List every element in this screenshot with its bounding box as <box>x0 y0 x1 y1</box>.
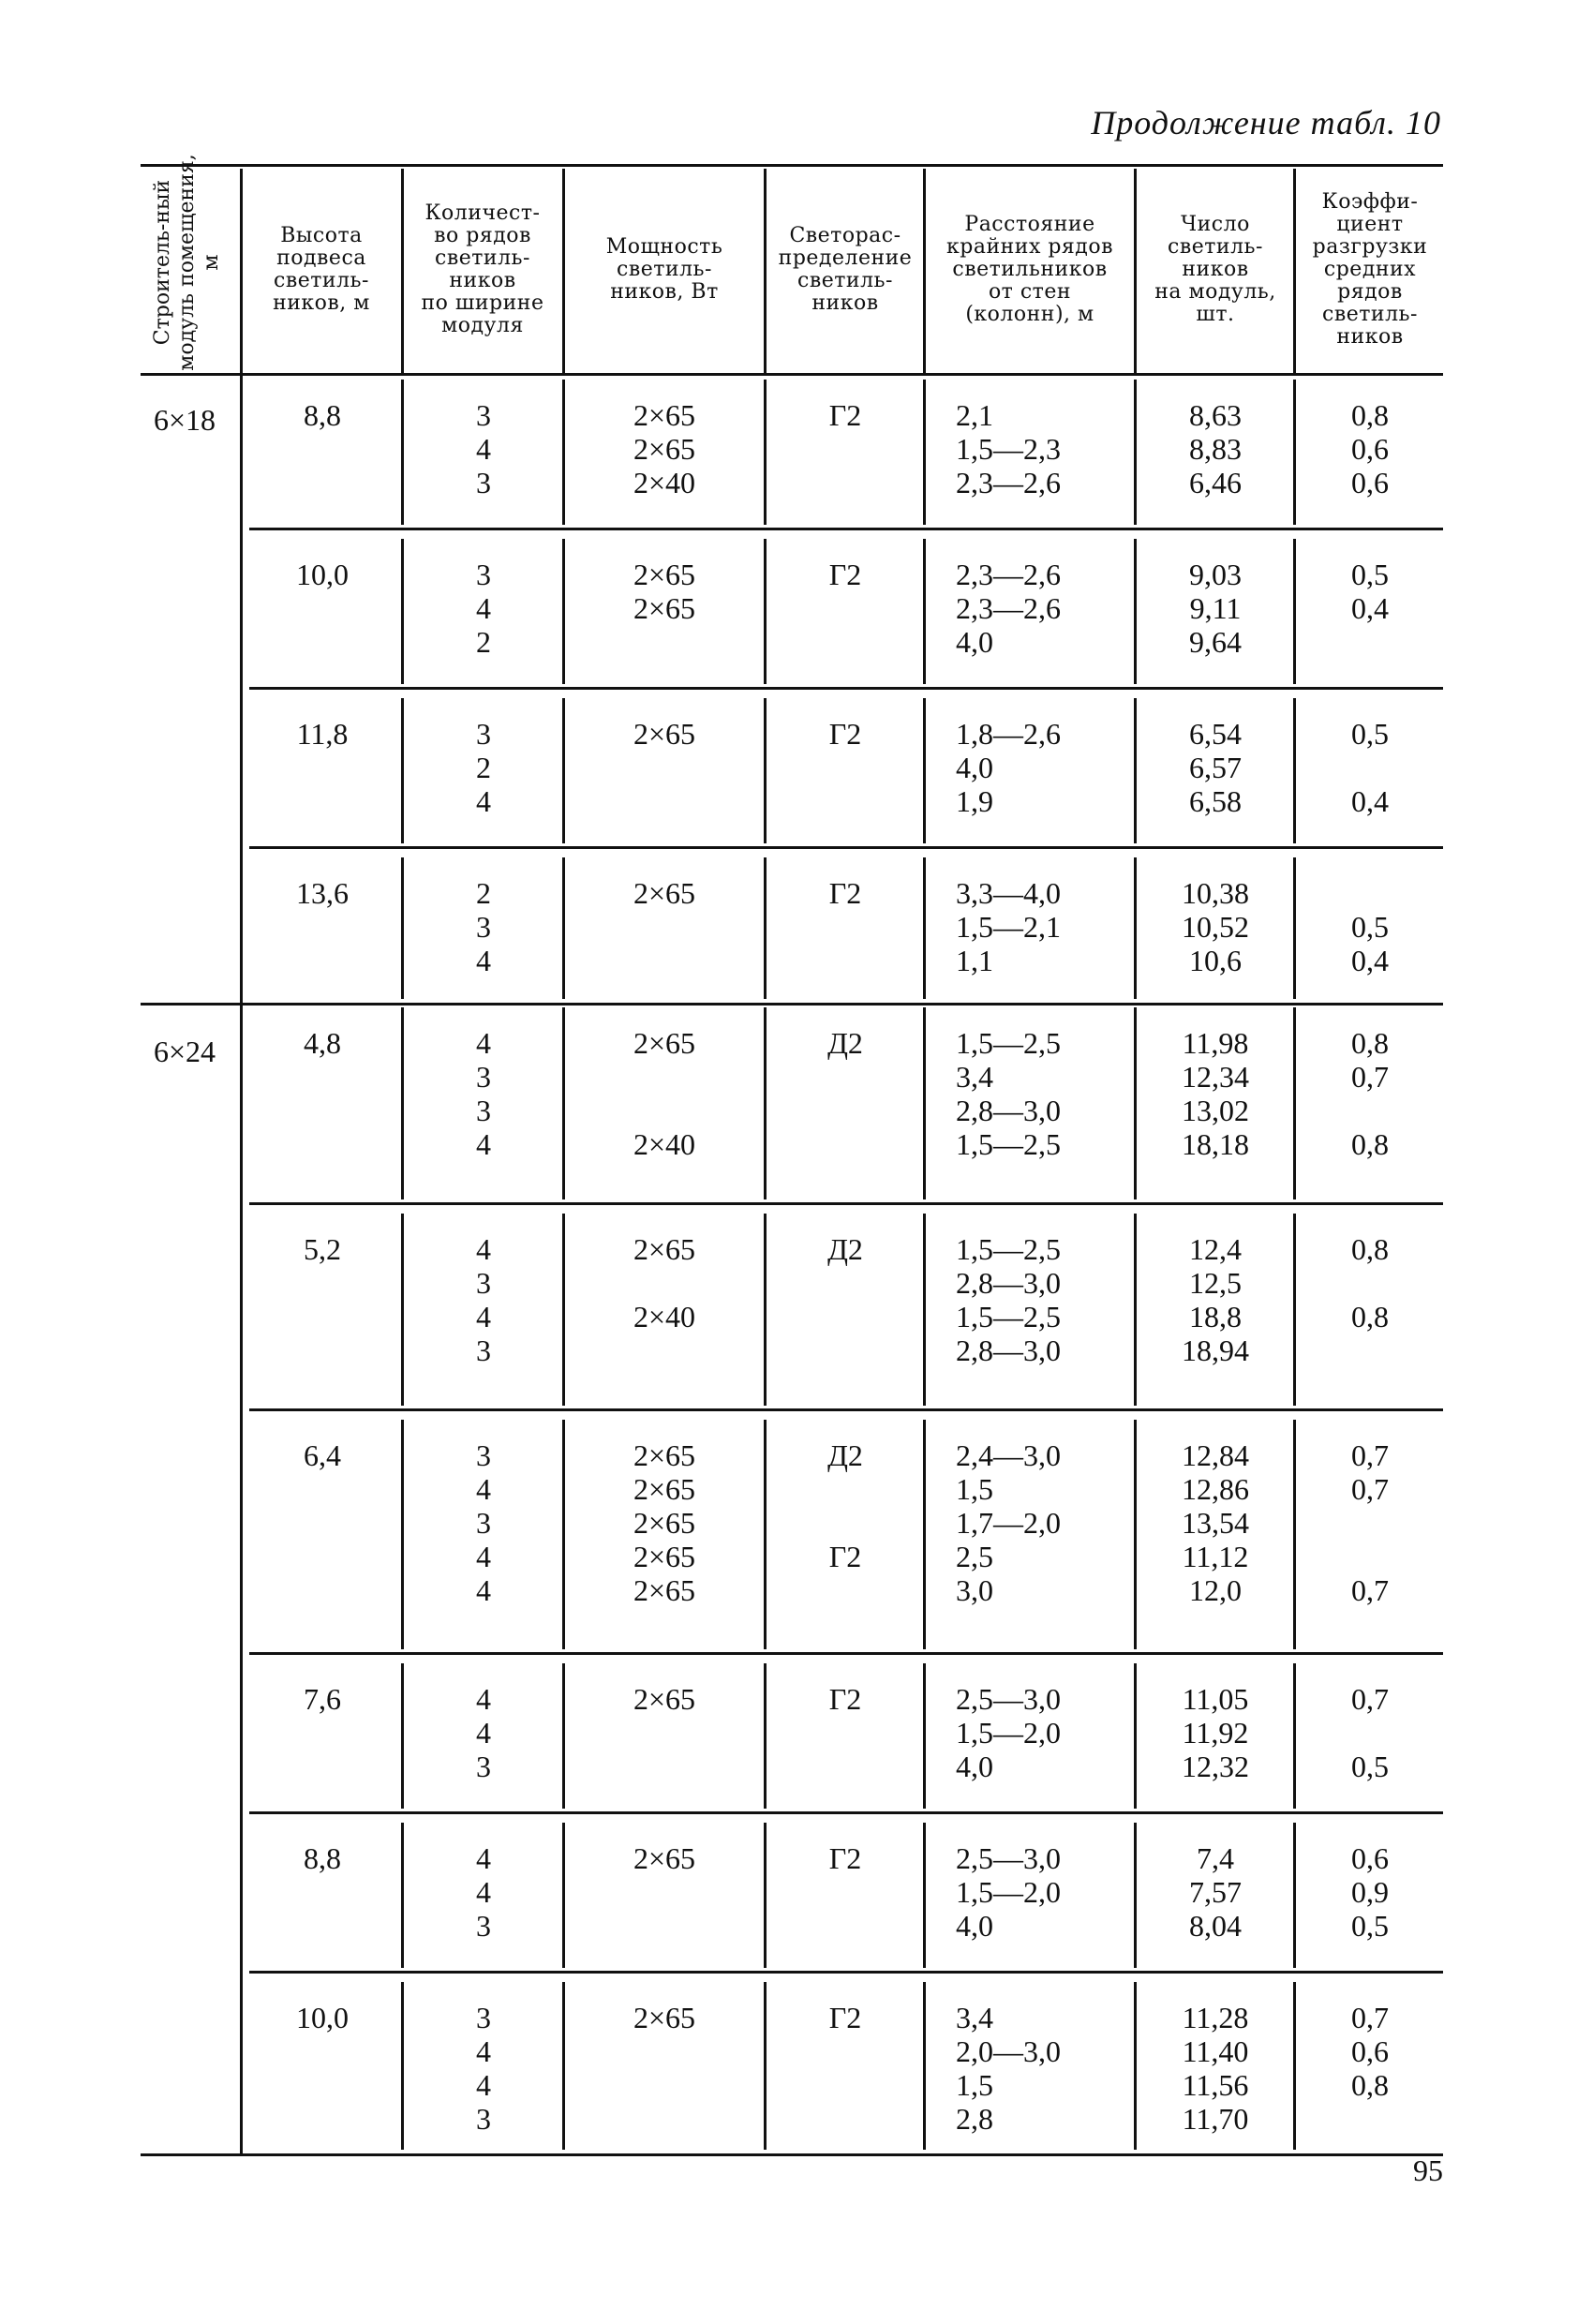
column-separator <box>1293 380 1296 525</box>
cell-coef: 0,5 0,4 <box>1351 910 1389 977</box>
header-separator <box>562 169 565 373</box>
cell-height: 10,0 <box>296 2001 349 2034</box>
column-separator <box>764 1007 767 1199</box>
cell-distance: 1,5—2,5 3,4 2,8—3,0 1,5—2,5 <box>956 1026 1061 1161</box>
cell-coef: 0,8 0,8 <box>1351 1232 1389 1333</box>
column-separator <box>764 1663 767 1809</box>
block-separator <box>249 1408 1443 1411</box>
cell-power: 2×65 2×65 2×40 <box>633 398 696 499</box>
header-separator <box>1134 169 1137 373</box>
cell-coef: 0,8 0,6 0,6 <box>1351 398 1389 499</box>
header-separator <box>923 169 926 373</box>
column-separator <box>1293 1663 1296 1809</box>
column-separator <box>764 698 767 843</box>
column-separator <box>764 1420 767 1649</box>
cell-power: 2×65 <box>633 1682 696 1716</box>
column-separator <box>1134 698 1137 843</box>
column-separator <box>1293 1214 1296 1406</box>
column-separator <box>562 1214 565 1406</box>
column-separator <box>923 1982 926 2150</box>
cell-dist: Г2 <box>828 1841 862 1875</box>
cell-distance: 1,5—2,5 2,8—3,0 1,5—2,5 2,8—3,0 <box>956 1232 1061 1367</box>
cell-count: 8,63 8,83 6,46 <box>1189 398 1242 499</box>
table-bottom-rule <box>141 2153 1443 2156</box>
cell-rows: 4 3 3 4 <box>476 1026 491 1161</box>
column-separator <box>923 1663 926 1809</box>
cell-coef: 0,5 0,4 <box>1351 558 1389 625</box>
column-separator <box>1134 1982 1137 2150</box>
cell-power: 2×65 <box>633 717 696 751</box>
cell-rows: 3 4 2 <box>476 558 491 659</box>
column-separator <box>562 1007 565 1199</box>
column-separator <box>923 1823 926 1968</box>
header-separator <box>240 169 243 373</box>
column-separator <box>562 1420 565 1649</box>
column-separator <box>401 1663 404 1809</box>
block-separator <box>249 1811 1443 1814</box>
cell-distance: 2,3—2,6 2,3—2,6 4,0 <box>956 558 1061 659</box>
column-separator <box>923 857 926 999</box>
column-separator <box>923 539 926 684</box>
column-separator <box>764 539 767 684</box>
header-height: Высота подвеса светиль- ников, м <box>273 224 370 315</box>
column-separator <box>1134 1214 1137 1406</box>
column-separator <box>562 1982 565 2150</box>
column-separator <box>764 1823 767 1968</box>
cell-height: 8,8 <box>304 398 341 432</box>
header-rows-count: Количест- во рядов светиль- ников по ширине модуля <box>421 201 544 337</box>
cell-power: 2×65 2×65 2×65 2×65 2×65 <box>633 1438 696 1607</box>
cell-power: 2×65 <box>633 2001 696 2034</box>
cell-height: 11,8 <box>296 717 349 751</box>
column-separator <box>1134 857 1137 999</box>
cell-count: 11,28 11,40 11,56 11,70 <box>1182 2001 1249 2136</box>
cell-height: 4,8 <box>304 1026 341 1060</box>
cell-distance: 2,4—3,0 1,5 1,7—2,0 2,5 3,0 <box>956 1438 1061 1607</box>
column-separator <box>1293 857 1296 999</box>
cell-count: 12,4 12,5 18,8 18,94 <box>1182 1232 1249 1367</box>
header-separator <box>764 169 767 373</box>
block-separator <box>249 1652 1443 1655</box>
column-separator <box>764 1982 767 2150</box>
cell-power: 2×65 2×40 <box>633 1026 696 1161</box>
cell-distance: 2,1 1,5—2,3 2,3—2,6 <box>956 398 1061 499</box>
column-separator <box>923 1007 926 1199</box>
column-separator <box>1293 698 1296 843</box>
cell-rows: 2 3 4 <box>476 876 491 977</box>
header-light-distribution: Светорас- пределение светиль- ников <box>778 224 913 315</box>
cell-count: 12,84 12,86 13,54 11,12 12,0 <box>1182 1438 1249 1607</box>
cell-distance: 1,8—2,6 4,0 1,9 <box>956 717 1061 818</box>
cell-power: 2×65 2×65 <box>633 558 696 625</box>
cell-height: 6,4 <box>304 1438 341 1472</box>
column-separator <box>562 857 565 999</box>
cell-power: 2×65 <box>633 876 696 910</box>
cell-coef: 0,7 0,7 0,7 <box>1351 1438 1389 1607</box>
column-separator <box>1134 1663 1137 1809</box>
cell-rows: 3 4 3 4 4 <box>476 1438 491 1607</box>
cell-rows: 4 4 3 <box>476 1841 491 1943</box>
column-separator <box>562 380 565 525</box>
column-separator <box>923 380 926 525</box>
cell-distance: 3,3—4,0 1,5—2,1 1,1 <box>956 876 1061 977</box>
column-separator <box>923 698 926 843</box>
column-separator <box>1293 1982 1296 2150</box>
cell-distance: 2,5—3,0 1,5—2,0 4,0 <box>956 1682 1061 1783</box>
column-separator <box>401 1007 404 1199</box>
header-module: Строитель-ный модуль помещения, м <box>151 154 223 371</box>
column-separator <box>1293 1823 1296 1968</box>
column-separator <box>562 1823 565 1968</box>
cell-dist: Г2 <box>828 876 862 910</box>
cell-height: 13,6 <box>296 876 349 910</box>
table-top-rule <box>141 164 1443 167</box>
table-caption: Продолжение табл. 10 <box>1091 104 1441 142</box>
cell-coef: 0,6 0,9 0,5 <box>1351 1841 1389 1943</box>
column-separator <box>401 539 404 684</box>
column-separator <box>401 698 404 843</box>
cell-rows: 3 2 4 <box>476 717 491 818</box>
cell-distance: 3,4 2,0—3,0 1,5 2,8 <box>956 2001 1061 2136</box>
cell-height: 7,6 <box>304 1682 341 1716</box>
cell-dist: Г2 <box>828 2001 862 2034</box>
cell-dist: Д2 Г2 <box>827 1438 863 1573</box>
column-separator <box>401 1982 404 2150</box>
column-separator <box>562 698 565 843</box>
column-separator <box>764 1214 767 1406</box>
group-separator <box>141 1003 1443 1006</box>
cell-distance: 2,5—3,0 1,5—2,0 4,0 <box>956 1841 1061 1943</box>
block-separator <box>249 528 1443 530</box>
cell-power: 2×65 <box>633 1841 696 1875</box>
column-separator <box>1293 1420 1296 1649</box>
column-separator <box>562 1663 565 1809</box>
column-separator <box>1134 1420 1137 1649</box>
cell-coef: 0,7 0,5 <box>1351 1682 1389 1783</box>
cell-count: 7,4 7,57 8,04 <box>1189 1841 1242 1943</box>
cell-height: 10,0 <box>296 558 349 591</box>
cell-count: 10,38 10,52 10,6 <box>1182 876 1249 977</box>
page-number: 95 <box>1413 2153 1443 2187</box>
cell-dist: Г2 <box>828 398 862 432</box>
column-separator <box>401 857 404 999</box>
cell-height: 8,8 <box>304 1841 341 1875</box>
column-separator <box>764 380 767 525</box>
cell-count: 6,54 6,57 6,58 <box>1189 717 1242 818</box>
column-separator <box>1293 539 1296 684</box>
cell-rows: 3 4 3 <box>476 398 491 499</box>
column-separator <box>1134 380 1137 525</box>
cell-dist: Д2 <box>827 1026 863 1060</box>
block-separator <box>249 687 1443 690</box>
header-count: Число светиль- ников на модуль, шт. <box>1154 213 1276 326</box>
header-separator <box>401 169 404 373</box>
cell-coef: 0,8 0,7 0,8 <box>1351 1026 1389 1161</box>
block-separator <box>249 1971 1443 1974</box>
column-separator <box>401 1214 404 1406</box>
column-separator <box>1293 1007 1296 1199</box>
cell-rows: 4 3 4 3 <box>476 1232 491 1367</box>
module-label: 6×18 <box>153 403 216 437</box>
cell-power: 2×65 2×40 <box>633 1232 696 1333</box>
header-bottom-rule <box>141 373 1443 376</box>
column-separator <box>1134 1007 1137 1199</box>
cell-rows: 4 4 3 <box>476 1682 491 1783</box>
column-separator <box>562 539 565 684</box>
cell-height: 5,2 <box>304 1232 341 1266</box>
column-separator <box>764 857 767 999</box>
block-separator <box>249 846 1443 849</box>
module-column-rule <box>240 376 243 2153</box>
cell-dist: Д2 <box>827 1232 863 1266</box>
block-separator <box>249 1202 1443 1205</box>
cell-coef: 0,7 0,6 0,8 <box>1351 2001 1389 2102</box>
column-separator <box>923 1214 926 1406</box>
column-separator <box>923 1420 926 1649</box>
header-distance: Расстояние крайних рядов светильников от стен (колонн), м <box>946 213 1113 326</box>
header-coefficient: Коэффи- циент разгрузки средних рядов светиль- ников <box>1312 190 1428 349</box>
column-separator <box>401 380 404 525</box>
cell-dist: Г2 <box>828 1682 862 1716</box>
header-separator <box>1293 169 1296 373</box>
column-separator <box>1134 539 1137 684</box>
cell-count: 11,98 12,34 13,02 18,18 <box>1182 1026 1249 1161</box>
cell-dist: Г2 <box>828 717 862 751</box>
cell-rows: 3 4 4 3 <box>476 2001 491 2136</box>
column-separator <box>401 1823 404 1968</box>
module-label: 6×24 <box>153 1035 216 1068</box>
cell-coef: 0,5 0,4 <box>1351 717 1389 818</box>
column-separator <box>1134 1823 1137 1968</box>
column-separator <box>401 1420 404 1649</box>
header-power: Мощность светиль- ников, Вт <box>605 235 723 304</box>
cell-dist: Г2 <box>828 558 862 591</box>
cell-count: 11,05 11,92 12,32 <box>1182 1682 1249 1783</box>
cell-count: 9,03 9,11 9,64 <box>1189 558 1242 659</box>
